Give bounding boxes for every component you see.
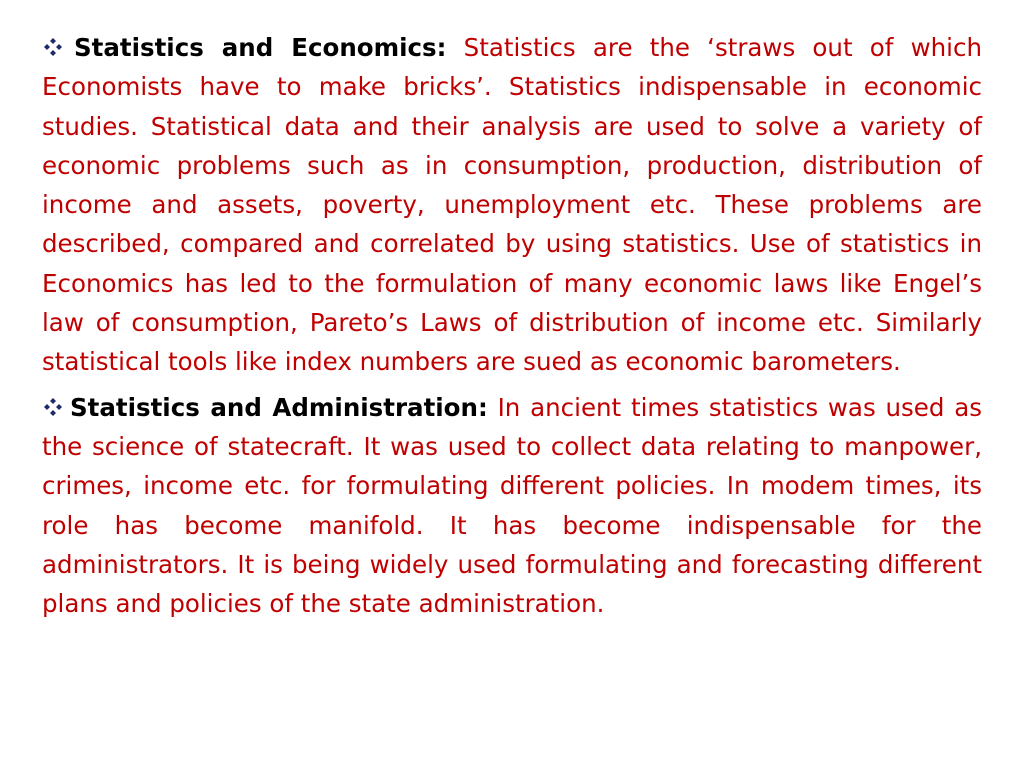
section-body: Statistics are the ‘straws out of which Economists have to make bricks’. Statistics indispensable in economic studies. Statistical data and their analysis are used to solve a variety of economic problems such as in consumption, production, distribution of income and assets, poverty, unemployment etc. These problems are described, compared and correlated by using statistics. Use of statistics in Economics has led to the formulation of many economic laws like Engel’s law of consumption, Pareto’s Laws of distribution of income etc. Similarly statistical tools like index numbers are sued as economic barometers. (42, 33, 982, 377)
slide-content (42, 28, 982, 728)
section-body: In ancient times statistics was used as the science of statecraft. It was used to collect data relating to manpower, crimes, income etc. for formulating different policies. In modem times, its role has become manifold. It has become indispensable for the administrators. It is being widely used formulating and forecasting different plans and policies of the state administration. (42, 392, 983, 619)
section-heading: Statistics and Economics: (74, 33, 447, 62)
section-heading: Statistics and Administration: (70, 392, 488, 422)
section-economics (42, 28, 982, 382)
diamond-bullet-icon (42, 396, 64, 418)
diamond-bullet-icon (42, 36, 64, 58)
section-administration (42, 388, 982, 624)
